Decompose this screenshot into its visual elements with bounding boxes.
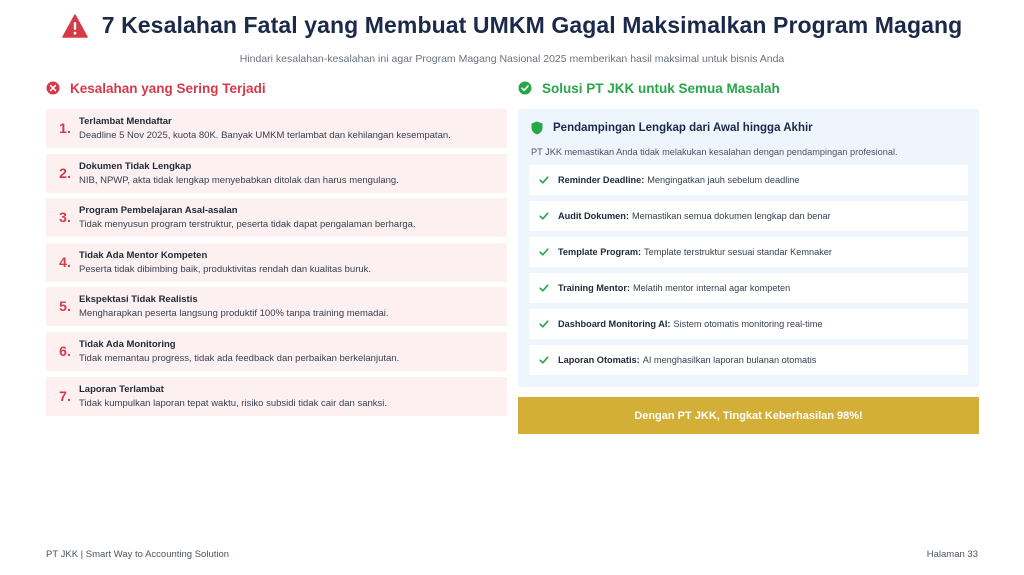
mistake-text (79, 294, 388, 326)
mistake-desc: Mengharapkan peserta langsung produktif 100% tanpa training memadai. (79, 308, 389, 320)
mistake-text (79, 161, 399, 193)
solution-item (529, 237, 968, 267)
mistake-item (46, 287, 507, 326)
mistakes-heading (46, 78, 507, 98)
mistake-number: 4. (59, 253, 71, 270)
mistake-desc: NIB, NPWP, akta tidak lengkap menyebabkan ditolak dan harus mengulang. (79, 174, 399, 186)
solution-box-header (529, 121, 968, 135)
success-rate-banner: Dengan PT JKK, Tingkat Keberhasilan 98%! (518, 397, 979, 434)
mistake-title: Laporan Terlambat (79, 383, 164, 395)
mistake-number: 1. (59, 120, 71, 136)
mistake-number: 3. (59, 209, 71, 226)
mistake-number: 7. (59, 387, 71, 404)
mistake-number: 6. (59, 342, 71, 359)
solution-item (529, 309, 968, 339)
solution-item (529, 345, 968, 375)
mistake-text (79, 339, 399, 371)
solution-label: Template Program: (558, 247, 642, 257)
mistake-title: Terlambat Mendaftar (79, 116, 172, 127)
solution-label: Audit Dokumen: (558, 211, 629, 221)
solution-text: Template terstruktur sesuai standar Kemnaker (644, 247, 832, 257)
page-title: 7 Kesalahan Fatal yang Membuat UMKM Gagal Maksimalkan Program Magang (101, 12, 963, 38)
mistake-desc: Tidak kumpulkan laporan tepat waktu, risiko subsidi tidak cair dan sanksi. (79, 397, 388, 409)
mistake-list (46, 109, 507, 416)
check-circle-icon (518, 81, 532, 95)
mistake-desc: Peserta tidak dibimbing baik, produktivitas rendah dan kualitas buruk. (79, 263, 372, 275)
check-icon (539, 355, 549, 365)
solution-item (529, 165, 968, 195)
mistake-title: Ekspektasi Tidak Realistis (79, 294, 198, 306)
solution-text: Melatih mentor internal agar kompeten (632, 283, 791, 293)
solution-item (529, 273, 968, 303)
footer-brand: PT JKK | Smart Way to Accounting Solution (46, 549, 230, 560)
shield-icon (531, 121, 543, 135)
mistake-title: Program Pembelajaran Asal-asalan (79, 205, 238, 217)
mistakes-heading-text: Kesalahan yang Sering Terjadi (70, 80, 266, 96)
mistake-text (79, 116, 451, 148)
solution-label: Dashboard Monitoring AI: (558, 319, 671, 329)
mistake-item (46, 154, 507, 193)
page-header (0, 12, 1024, 65)
check-icon (539, 175, 549, 185)
x-circle-icon (46, 81, 60, 95)
mistake-title: Tidak Ada Mentor Kompeten (79, 249, 208, 261)
mistake-item (46, 243, 507, 282)
check-icon (539, 283, 549, 293)
mistake-item (46, 198, 507, 237)
mistake-item (46, 332, 507, 371)
solution-label: Training Mentor: (558, 283, 630, 293)
solution-list (529, 165, 968, 375)
solution-box-title: Pendampingan Lengkap dari Awal hingga Akhir (553, 122, 813, 134)
page-number: Halaman 33 (926, 549, 978, 560)
mistake-text (79, 384, 387, 416)
solution-label: Reminder Deadline: (558, 175, 645, 185)
solutions-heading-text: Solusi PT JKK untuk Semua Masalah (542, 80, 780, 96)
solution-item (529, 201, 968, 231)
mistake-desc: Deadline 5 Nov 2025, kuota 80K. Banyak UMKM terlambat dan kehilangan kesempatan. (79, 130, 451, 141)
title-row (0, 12, 1024, 39)
solution-text: Sistem otomatis monitoring real-time (673, 319, 823, 329)
mistakes-column (46, 78, 507, 421)
check-icon (539, 211, 549, 221)
mistake-item (46, 377, 507, 416)
solutions-heading (518, 78, 979, 98)
mistake-title: Dokumen Tidak Lengkap (79, 160, 192, 172)
warning-triangle-icon (62, 14, 88, 38)
solution-text: Memastikan semua dokumen lengkap dan benar (631, 211, 831, 221)
solution-box (518, 109, 979, 387)
solution-text: Mengingatkan jauh sebelum deadline (647, 175, 800, 185)
check-icon (539, 247, 549, 257)
check-icon (539, 319, 549, 329)
mistake-desc: Tidak memantau progress, tidak ada feedback dan perbaikan berkelanjutan. (79, 352, 400, 364)
mistake-number: 2. (59, 164, 71, 181)
solution-label: Laporan Otomatis: (558, 355, 640, 365)
mistake-text (79, 205, 416, 237)
solutions-column (518, 78, 979, 434)
mistake-title: Tidak Ada Monitoring (79, 338, 176, 350)
page-subtitle: Hindari kesalahan-kesalahan ini agar Program Magang Nasional 2025 memberikan hasil maksimal untuk bisnis Anda (239, 53, 785, 65)
solution-text: AI menghasilkan laporan bulanan otomatis (642, 355, 817, 365)
mistake-desc: Tidak menyusun program terstruktur, peserta tidak dapat pengalaman berharga. (79, 219, 416, 231)
mistake-number: 5. (59, 298, 71, 315)
mistake-text (79, 250, 371, 282)
solution-box-desc: PT JKK memastikan Anda tidak melakukan kesalahan dengan pendampingan profesional. (531, 147, 898, 157)
mistake-item (46, 109, 507, 148)
